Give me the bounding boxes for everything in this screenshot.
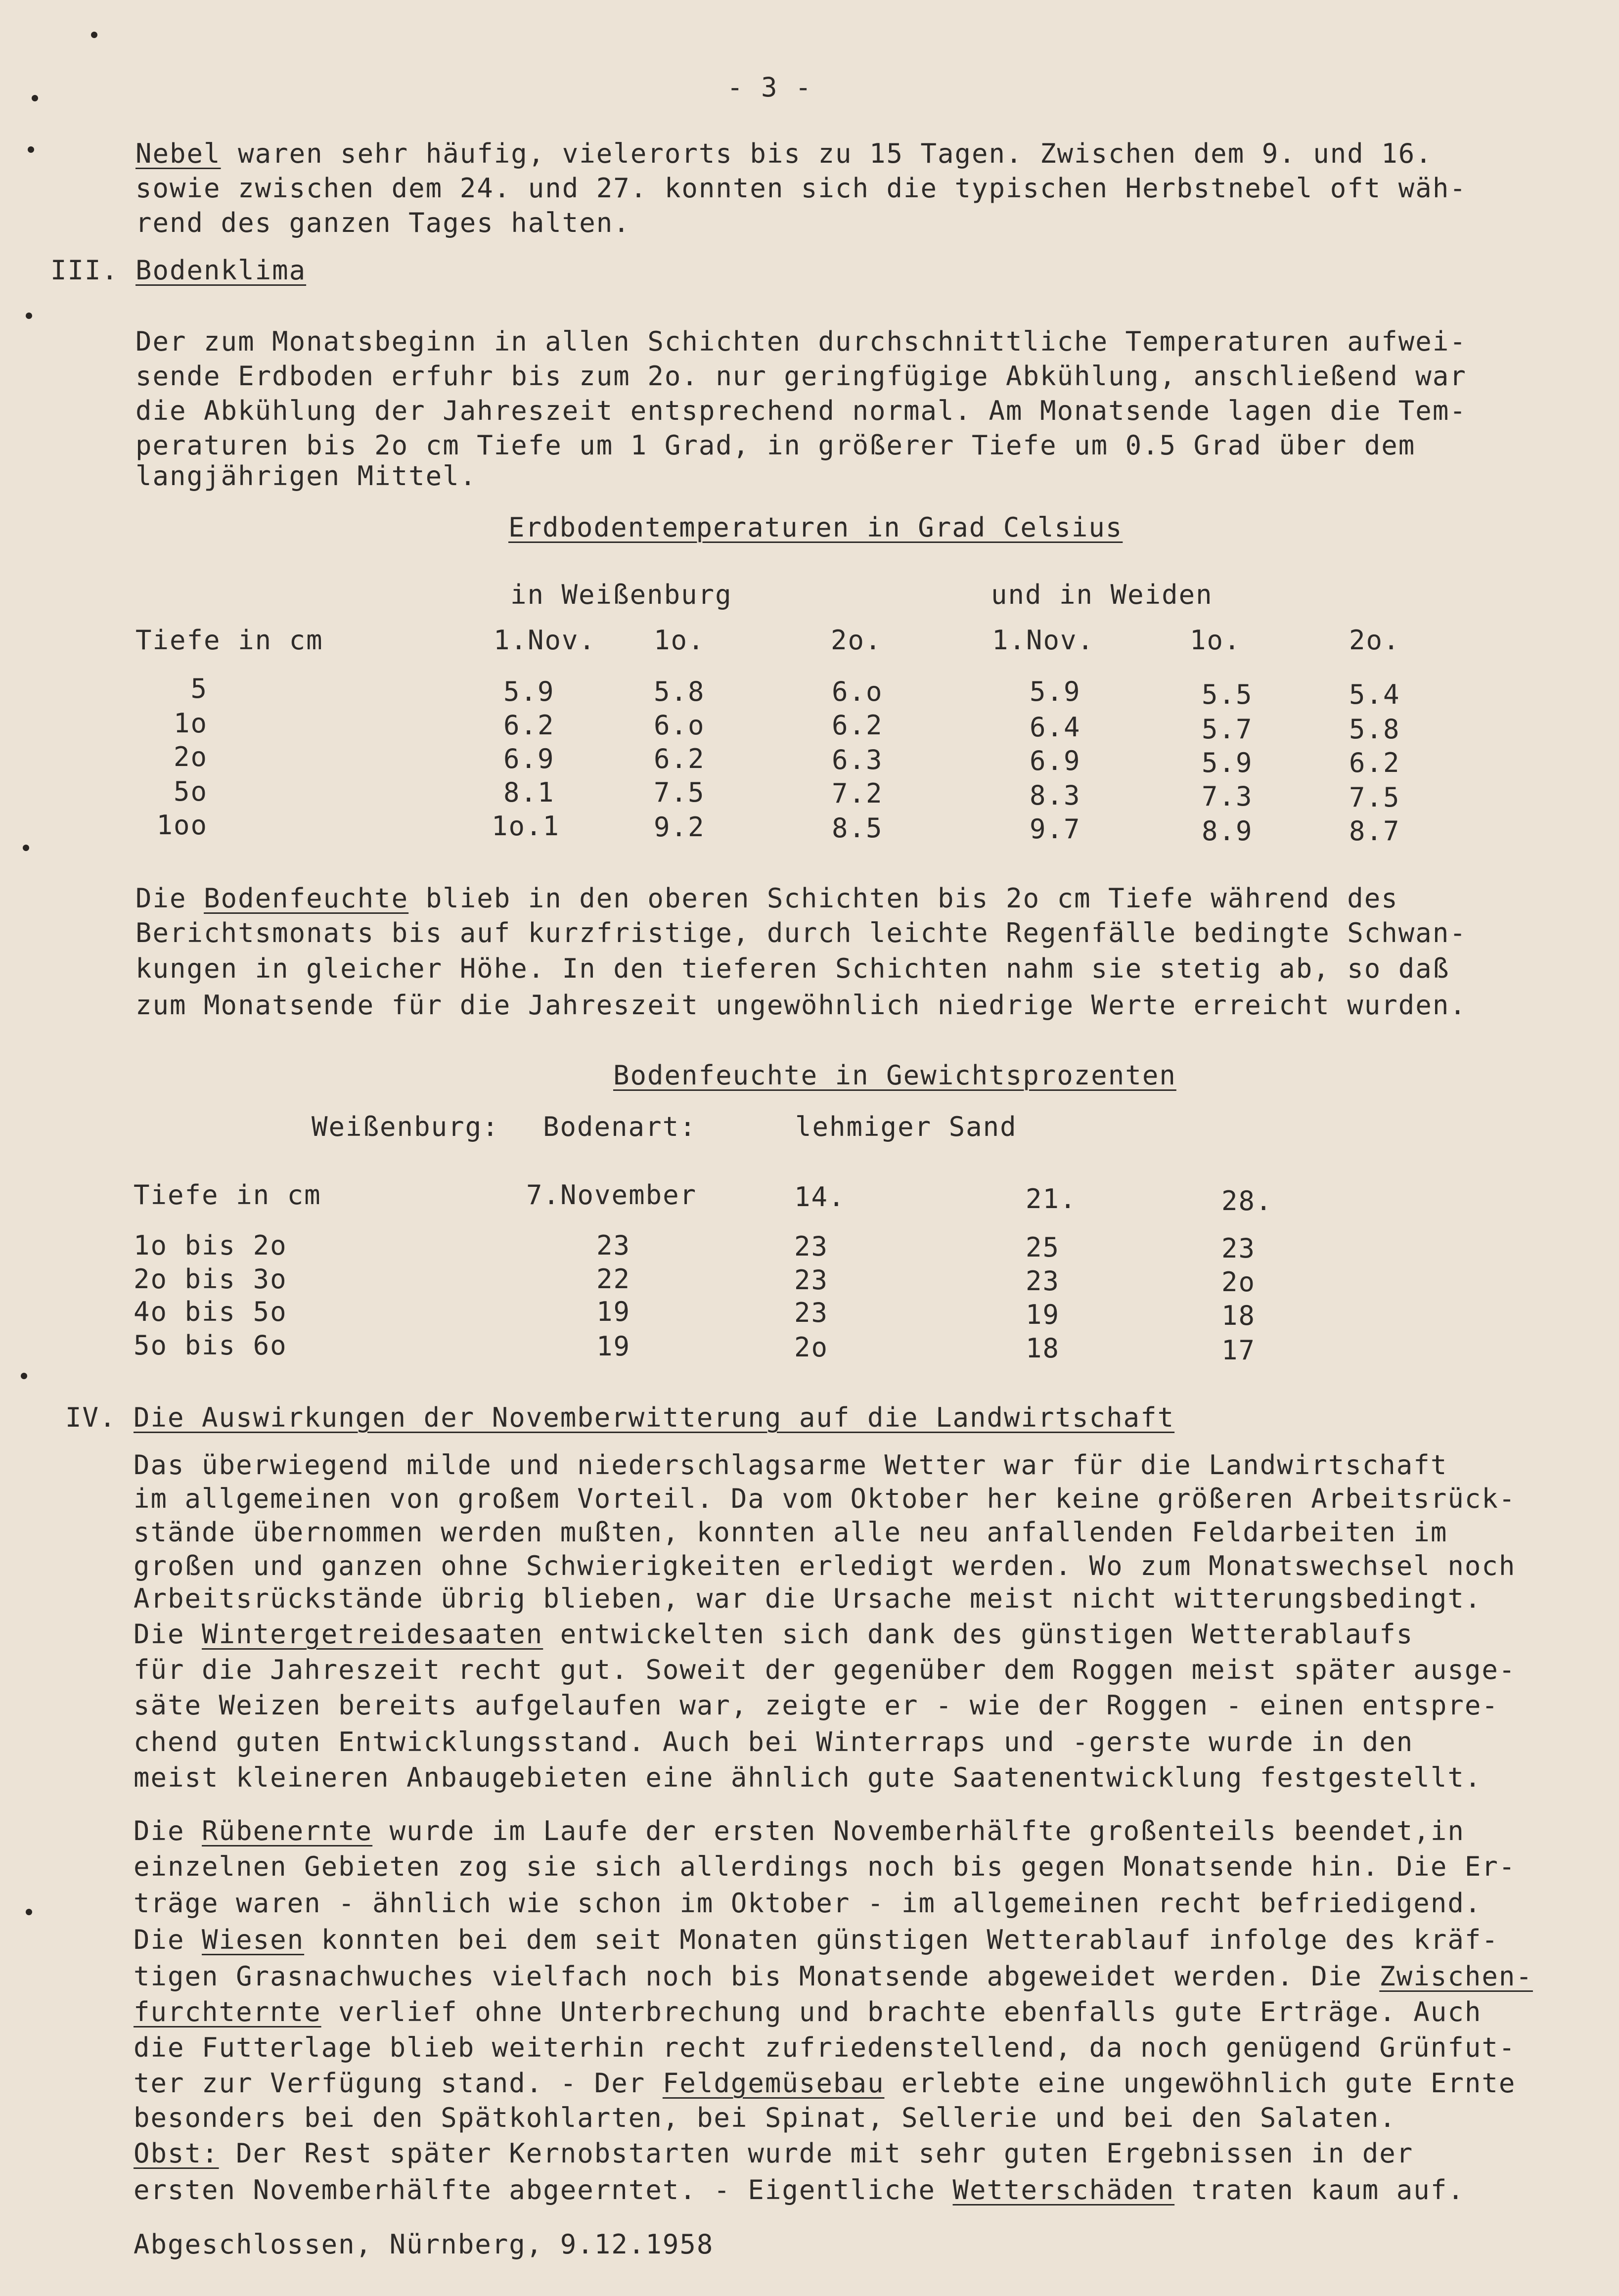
moisture-cell: 23 [1221,1233,1256,1264]
soil-para-line-5: langjährigen Mittel. [135,460,477,492]
section-3-number: III. [50,255,119,286]
agri-para2-line-4 [134,1921,1499,1959]
fog-line-3: rend des ganzen Tages halten. [135,207,630,238]
moisture-cell: 19 [596,1296,631,1327]
section-4-number: IV. [65,1402,117,1433]
moisture-term: Bodenfeuchte [204,883,409,914]
temp-cell: 7.2 [832,778,883,809]
moisture-cell: 23 [596,1230,631,1261]
binding-mark [26,313,32,319]
soil-para-line-2: sende Erdboden erfuhr bis zum 2o. nur geringfügige Abkühlung, anschließend war [135,360,1467,392]
temp-cell: 8.9 [1202,815,1253,847]
temp-cell: 8.7 [1349,815,1400,847]
moisture-line-4: zum Monatsende für die Jahreszeit ungewöhnlich niedrige Werte erreicht wurden. [135,990,1467,1021]
para2-text: wurde im Laufe der ersten Novemberhälfte großenteils beendet,in [372,1815,1465,1846]
temp-cell: 9.7 [1030,813,1081,845]
agri-para1-line: großen und ganzen ohne Schwierigkeiten erledigt werden. Wo zum Monatswechsel noch [134,1550,1516,1581]
moisture-cell: 18 [1221,1300,1256,1331]
temp-cell: 7.3 [1202,781,1253,812]
moisture-cell: 23 [794,1297,829,1328]
winter-line: meist kleineren Anbaugebieten eine ähnlich gute Saatenentwicklung festgestellt. [134,1762,1482,1793]
agri-para2-line-9: besonders bei den Spätkohlarten, bei Spinat, Sellerie und bei den Salaten. [134,2102,1396,2133]
temp-cell: 5.4 [1349,679,1400,710]
agri-para1-line: im allgemeinen von großem Vorteil. Da vom Oktober her keine größeren Arbeitsrück- [134,1483,1516,1514]
moisture-cell: 18 [1026,1333,1060,1364]
agri-para2-line-8 [134,2064,1516,2103]
temp-col-header: 1o. [1190,625,1241,656]
winter-text: entwickelten sich dank des günstigen Wetterablaufs [543,1619,1414,1650]
temp-table-title: Erdbodentemperaturen in Grad Celsius [508,512,1123,543]
section-3-title: Bodenklima [135,255,307,286]
moisture-depth-cell: 4o bis 5o [134,1296,287,1327]
temp-cell: 8.3 [1030,780,1081,811]
binding-mark [32,95,38,101]
binding-mark [21,1373,27,1379]
winter-line: für die Jahreszeit recht gut. Soweit der gegenüber dem Roggen meist später ausge- [134,1654,1516,1685]
temp-cell: 8.1 [503,777,555,808]
soil-para-line-4: peraturen bis 2o cm Tiefe um 1 Grad, in größerer Tiefe um 0.5 Grad über dem [135,430,1416,461]
agri-para2-line-5 [134,1957,1533,1996]
para2-text: verlief ohne Unterbrechung und brachte ebenfalls gute Erträge. Auch [321,1996,1482,2027]
moisture-depth-cell: 5o bis 6o [134,1330,287,1361]
agri-para1-line: Arbeitsrückstände übrig blieben, war die Ursache meist nicht witterungsbedingt. [134,1583,1482,1614]
moisture-line-3: kungen in gleicher Höhe. In den tieferen Schichten nahm sie stetig ab, so daß [135,953,1450,984]
vegetables-term: Feldgemüsebau [662,2068,885,2099]
moisture-col-header: 14. [794,1181,846,1213]
temp-group-weissenburg: in Weißenburg [510,579,732,610]
temp-cell: 6.4 [1030,712,1081,743]
temp-depth-cell: 5o [173,776,208,807]
binding-mark [91,32,97,38]
para2-text: erlebte eine ungewöhnlich gute Ernte [884,2068,1516,2099]
temp-group-weiden: und in Weiden [991,579,1213,610]
temp-col-header: 2o. [1349,625,1400,656]
agri-para2-line-6 [134,1993,1482,2031]
winter-line: chend guten Entwicklungsstand. Auch bei Winterraps und -gerste wurde in den [134,1726,1414,1757]
winter-line-1 [134,1615,1413,1654]
temp-cell: 6.2 [654,743,705,774]
temp-cell: 7.5 [1349,782,1400,813]
agri-para1-line: Das überwiegend milde und niederschlagsarme Wetter war für die Landwirtschaft [134,1449,1448,1481]
para2-text: Der Rest später Kernobstarten wurde mit sehr guten Ergebnissen in der [219,2138,1414,2169]
moisture-station: Weißenburg: [312,1111,499,1142]
agri-para2-line-10 [134,2134,1413,2173]
temp-cell: 5.9 [503,676,555,707]
beet-harvest-term: Rübenernte [202,1815,373,1846]
moisture-soil-label: Bodenart: [543,1111,697,1142]
moisture-cell: 23 [794,1264,829,1296]
temp-depth-cell: 2o [173,741,208,772]
moisture-cell: 23 [1026,1265,1060,1297]
temp-cell: 5.9 [1202,747,1253,778]
temp-cell: 6.2 [832,710,883,741]
temp-cell: 6.3 [832,744,883,775]
temp-cell: 6.2 [1349,747,1400,778]
winter-pre: Die [134,1619,202,1650]
weather-damage-term: Wetterschäden [952,2174,1175,2206]
moisture-col-header: 28. [1221,1185,1273,1216]
temp-col-header: 1o. [654,625,705,656]
agri-para1-line: stände übernommen werden mußten, konnten alle neu anfallenden Feldarbeiten im [134,1517,1448,1548]
temp-col-header: 2o. [831,625,882,656]
agri-para2-line-2: einzelnen Gebieten zog sie sich allerdings noch bis gegen Monatsende hin. Die Er- [134,1851,1516,1882]
para2-text: ter zur Verfügung stand. - Der [134,2068,663,2099]
catch-crop-term: Zwischen- [1379,1961,1533,1992]
moisture-soil-value: lehmiger Sand [795,1111,1017,1142]
moisture-cell: 2o [1221,1266,1256,1298]
winter-line: säte Weizen bereits aufgelaufen war, zeigte er - wie der Roggen - einen entspre- [134,1690,1499,1721]
temp-cell: 8.5 [832,812,883,844]
moisture-cell: 19 [1026,1299,1060,1330]
binding-mark [28,146,34,153]
agri-para2-line-3: träge waren - ähnlich wie schon im Oktober - im allgemeinen recht befriedigend. [134,1888,1482,1919]
temp-cell: 7.5 [654,777,705,808]
temp-cell: 5.9 [1030,676,1081,707]
section-4-title: Die Auswirkungen der Novemberwitterung auf die Landwirtschaft [134,1402,1175,1433]
para2-text: tigen Grasnachwuches vielfach noch bis Monatsende abgeweidet werden. Die [134,1961,1380,1992]
fog-text: waren sehr häufig, vielerorts bis zu 15 Tagen. Zwischen dem 9. und 16. [221,138,1433,169]
temp-cell: 5.8 [654,676,705,707]
binding-mark [23,845,29,851]
moisture-cell: 2o [794,1332,829,1363]
temp-cell: 1o.1 [492,810,560,842]
temp-depth-cell: 5 [190,673,208,704]
para2-text: ersten Novemberhälfte abgeerntet. - Eigentliche [134,2174,953,2206]
catch-crop-term-cont: furchternte [134,1996,321,2027]
temp-cell: 5.5 [1202,679,1253,710]
para2-text: traten kaum auf. [1174,2174,1465,2206]
moisture-depth-cell: 1o bis 2o [134,1230,287,1261]
moisture-col-header: 21. [1026,1183,1077,1215]
temp-cell: 5.7 [1202,714,1253,745]
temp-depth-cell: 1oo [156,810,208,841]
fog-line-1 [135,135,1433,173]
para2-text: konnten bei dem seit Monaten günstigen Wetterablauf infolge des kräf- [304,1924,1499,1955]
moisture-col-header: 7.November [526,1179,697,1211]
moisture-cell: 17 [1221,1335,1256,1366]
temp-col-header: 1.Nov. [992,625,1095,656]
para2-pre: Die [134,1815,202,1846]
moisture-cell: 23 [794,1231,829,1262]
moisture-cell: 19 [596,1331,631,1362]
moisture-depth-label: Tiefe in cm [134,1179,321,1211]
moisture-depth-cell: 2o bis 3o [134,1263,287,1295]
closing-line: Abgeschlossen, Nürnberg, 9.12.1958 [134,2229,714,2260]
fog-line-2: sowie zwischen dem 24. und 27. konnten sich die typischen Herbstnebel oft wäh- [135,173,1467,204]
para2-pre: Die [134,1924,202,1955]
fruit-term: Obst: [134,2138,219,2169]
moisture-cell: 22 [596,1263,631,1295]
fog-term: Nebel [135,138,221,169]
moisture-line-2: Berichtsmonats bis auf kurzfristige, durch leichte Regenfälle bedingte Schwan- [135,917,1467,948]
temp-cell: 6.2 [503,710,555,741]
temp-cell: 6.9 [503,743,555,774]
temp-cell: 9.2 [654,811,705,843]
temp-depth-cell: 1o [173,708,208,739]
moisture-cell: 25 [1026,1232,1060,1263]
moisture-text: blieb in den oberen Schichten bis 2o cm Tiefe während des [408,883,1398,914]
binding-mark [26,1909,32,1915]
agri-para2-line-11 [134,2171,1465,2209]
temp-cell: 6.o [654,710,705,741]
page-number: - 3 - [727,72,812,103]
temp-cell: 6.o [832,676,883,707]
moisture-table-title: Bodenfeuchte in Gewichtsprozenten [613,1060,1176,1091]
temp-cell: 5.8 [1349,714,1400,745]
moisture-pre: Die [135,883,204,914]
winter-term: Wintergetreidesaaten [202,1619,543,1650]
soil-para-line-3: die Abkühlung der Jahreszeit entsprechend normal. Am Monatsende lagen die Tem- [135,395,1467,426]
meadows-term: Wiesen [202,1924,305,1955]
temp-depth-label: Tiefe in cm [135,625,323,656]
soil-para-line-1: Der zum Monatsbeginn in allen Schichten durchschnittliche Temperaturen aufwei- [135,326,1467,357]
temp-col-header: 1.Nov. [494,625,596,656]
moisture-line-1 [135,879,1398,918]
agri-para2-line-7: die Futterlage blieb weiterhin recht zufriedenstellend, da noch genügend Grünfut- [134,2032,1516,2063]
temp-cell: 6.9 [1030,745,1081,776]
agri-para2-line-1 [134,1812,1465,1850]
